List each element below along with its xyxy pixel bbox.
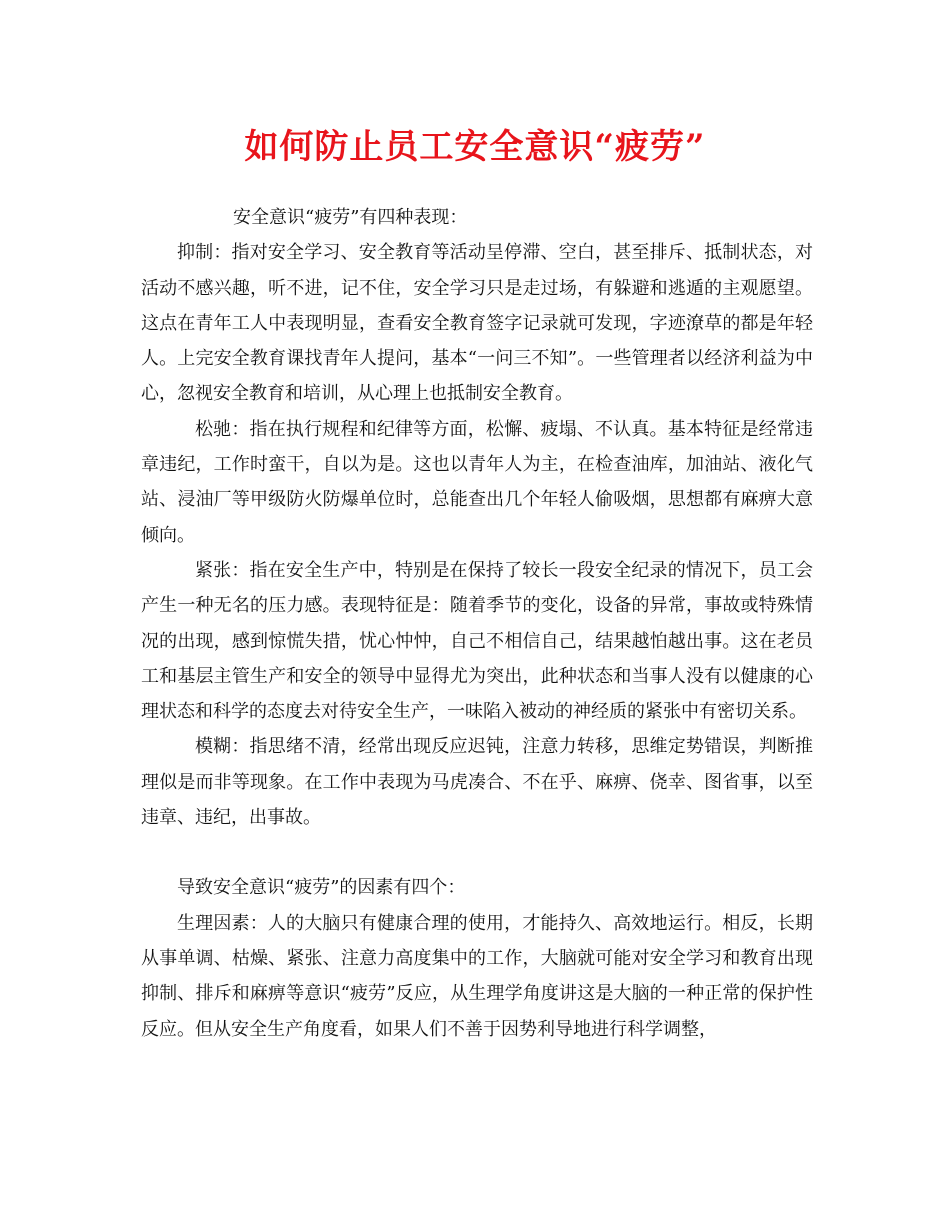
document-title: 如何防止员工安全意识“疲劳” (244, 127, 706, 167)
section2-intro: 导致安全意识“疲劳”的因素有四个： (177, 877, 466, 899)
paragraph-suppression: 抑制：指对安全学习、安全教育等活动呈停滞、空白，甚至排斥、抵制状态，对活动不感兴趣，听不进，记不住，安全学习只是走过场，有躲避和逃遁的主观愿望。这点在青年工人中表现明显，查看安全教育签字记录就可发现，字迹潦草的都是年轻人。上完安全教育课找青年人提问，基本“一问三不知”。一些管理者以经济利益为中心，忽视安全教育和培训，从心理上也抵制安全教育。 (141, 242, 813, 405)
paragraph-physiological: 生理因素：人的大脑只有健康合理的使用，才能持久、高效地运行。相反，长期从事单调、枯燥、紧张、注意力高度集中的工作，大脑就可能对安全学习和教育出现抑制、排斥和麻痹等意识“疲劳”反应，从生理学角度讲这是大脑的一种正常的保护性反应。但从安全生产角度看，如果人们不善于因势利导地进行科学调整， (141, 912, 813, 1040)
document-body (141, 200, 813, 1047)
paragraph-tension: 紧张：指在安全生产中，特别是在保持了较长一段安全纪录的情况下，员工会产生一种无名的压力感。表现特征是：随着季节的变化，设备的异常，事故或特殊情况的出现，感到惊慌失措，忧心忡忡，自己不相信自己，结果越怕越出事。这在老员工和基层主管生产和安全的领导中显得尤为突出，此种状态和当事人没有以健康的心理状态和科学的态度去对待安全生产，一味陷入被动的神经质的紧张中有密切关系。 (141, 559, 813, 723)
paragraph-confusion: 模糊：指思绪不清，经常出现反应迟钝，注意力转移，思维定势错误，判断推理似是而非等现象。在工作中表现为马虎凑合、不在乎、麻痹、侥幸、图省事，以至违章、违纪，出事故。 (141, 736, 813, 829)
paragraph-laxity: 松驰：指在执行规程和纪律等方面，松懈、疲塌、不认真。基本特征是经常违章违纪，工作时蛮干，自以为是。这也以青年人为主，在检查油库，加油站、液化气站、浸油厂等甲级防火防爆单位时，总能查出几个年轻人偷吸烟，思想都有麻痹大意倾向。 (141, 418, 813, 546)
section1-intro: 安全意识“疲劳”有四种表现： (233, 207, 468, 228)
section-spacer (141, 835, 813, 870)
